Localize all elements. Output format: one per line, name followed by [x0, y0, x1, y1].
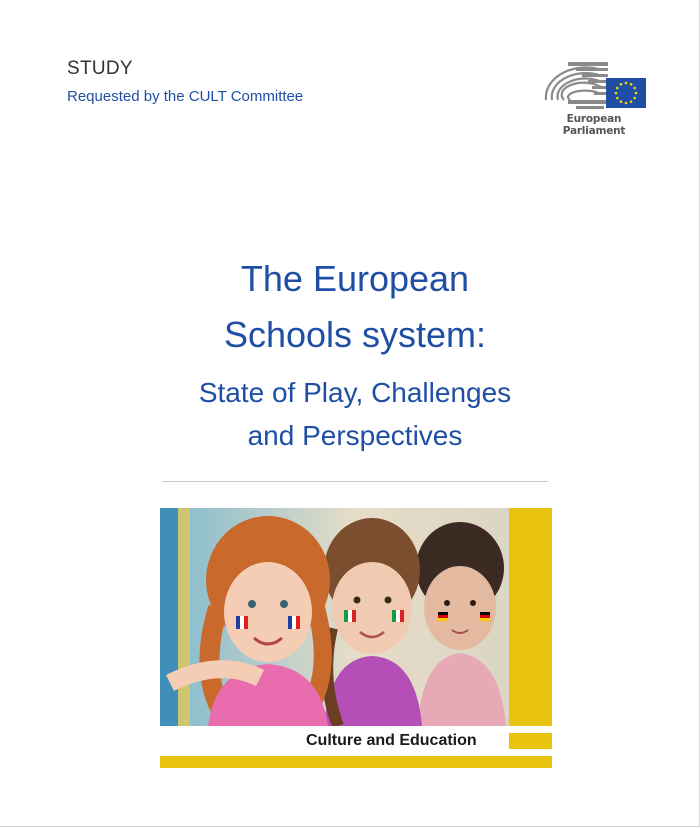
title-divider: [162, 481, 548, 482]
caption-accent-bar: [509, 733, 552, 749]
logo-organisation-name: European Parliament: [562, 113, 626, 137]
subtitle-line-2: and Perspectives: [247, 420, 463, 451]
cover-bottom-accent-bar: [160, 756, 552, 768]
cover-photo-children: [160, 508, 552, 726]
child-middle: [324, 518, 422, 726]
title-line-1: The European: [240, 258, 470, 299]
title-line-2: Schools system:: [223, 314, 487, 355]
subtitle-line-1: State of Play, Challenges: [198, 377, 512, 408]
cover-accent-bar-right: [509, 508, 552, 726]
policy-area-caption: Culture and Education: [306, 732, 477, 749]
requested-by-line: Requested by the CULT Committee: [67, 88, 304, 105]
child-right: [416, 522, 506, 726]
document-type-label: STUDY: [67, 58, 133, 79]
hemicycle-icon: [546, 67, 602, 100]
